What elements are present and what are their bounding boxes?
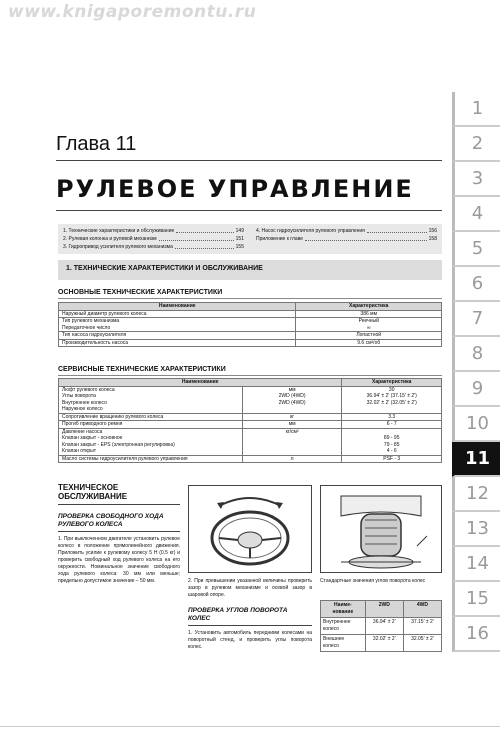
divider xyxy=(58,375,442,376)
toc-dots xyxy=(176,227,233,233)
chapter-tab-2[interactable]: 2 xyxy=(452,127,500,162)
table-cell: мм 2WD (4WD) 2WD (4WD) xyxy=(242,386,342,413)
table-cell: 30 36.94' ± 2' (37.15' ± 2') 32.02' ± 2' (32.05' ± 2') xyxy=(342,386,442,413)
table-row xyxy=(59,413,442,421)
table-cell: 9.6 см³/об xyxy=(296,339,442,347)
free-play-heading: ПРОВЕРКА СВОБОДНОГО ХОДА РУЛЕВОГО КОЛЕСА xyxy=(58,513,164,528)
table-cell: 32.02' ± 2' xyxy=(365,635,403,652)
toc-entry-page: 156 xyxy=(428,228,437,234)
turn-angles-heading: ПРОВЕРКА УГЛОВ ПОВОРОТА КОЛЕС xyxy=(188,607,288,622)
table-header: 4WD xyxy=(403,601,441,618)
chapter-tab-1[interactable]: 1 xyxy=(452,92,500,127)
chapter-tab-4[interactable]: 4 xyxy=(452,197,500,232)
table-cell: кг xyxy=(242,413,342,421)
toc-entry-label: 1. Технические характеристики и обслуживание xyxy=(63,228,175,234)
watermark: www.knigaporemontu.ru xyxy=(8,2,257,22)
toc-entry-page: 155 xyxy=(235,244,244,250)
chapter-tab-7[interactable]: 7 xyxy=(452,302,500,337)
page-bottom-rule xyxy=(0,726,500,727)
chapter-tab-11[interactable]: 11 xyxy=(452,442,500,477)
maintenance-column xyxy=(58,483,180,585)
table-cell: 386 мм xyxy=(296,310,442,318)
table-row xyxy=(59,455,442,463)
table-row xyxy=(59,428,442,455)
divider xyxy=(56,210,442,211)
divider xyxy=(58,298,442,299)
chapter-tab-12[interactable]: 12 xyxy=(452,477,500,512)
table-header: 2WD xyxy=(365,601,403,618)
basic-specs-heading: ОСНОВНЫЕ ТЕХНИЧЕСКИЕ ХАРАКТЕРИСТИКИ xyxy=(58,289,223,296)
toc-entry xyxy=(256,235,437,243)
table-row xyxy=(321,635,442,652)
chapter-tab-14[interactable]: 14 xyxy=(452,547,500,582)
steering-wheel-figure xyxy=(188,485,312,573)
divider xyxy=(56,160,442,161)
table-cell: Масло системы гидроусилителя рулевого управления xyxy=(59,455,243,463)
table-cell: Давление насоса Клапан закрыт - основное Клапан закрыт - EPS (электронная регулировка) Клапан открыт xyxy=(59,428,243,455)
chapter-tabs xyxy=(452,92,500,652)
chapter-tab-5[interactable]: 5 xyxy=(452,232,500,267)
table-header: Характеристика xyxy=(296,303,442,311)
toc-entry-label: 2. Рулевая колонка и рулевой механизм xyxy=(63,236,157,242)
table-cell: Производительность насоса xyxy=(59,339,296,347)
chapter-tab-8[interactable]: 8 xyxy=(452,337,500,372)
table-row xyxy=(59,318,442,332)
middle-column xyxy=(188,578,312,651)
table-cell: Лопастной xyxy=(296,332,442,340)
table-cell: мм xyxy=(242,421,342,429)
toc-dots xyxy=(175,243,234,249)
section-title: 1. ТЕХНИЧЕСКИЕ ХАРАКТЕРИСТИКИ И ОБСЛУЖИВАНИЕ xyxy=(58,260,442,280)
wheel-on-turntable-icon xyxy=(321,486,441,572)
chapter-tab-15[interactable]: 15 xyxy=(452,582,500,617)
page-title: РУЛЕВОЕ УПРАВЛЕНИЕ xyxy=(56,175,414,203)
table-header: Наименование xyxy=(59,379,342,387)
table-cell: Внутреннее колесо xyxy=(321,618,366,635)
chapter-tab-6[interactable]: 6 xyxy=(452,267,500,302)
table-of-contents xyxy=(58,224,442,254)
toc-right-column xyxy=(256,227,437,251)
table-cell: 36.94' ± 2' xyxy=(365,618,403,635)
table-header: Наиме- нование xyxy=(321,601,366,618)
free-play-text: 1. При выключенном двигателе установить рулевое колесо в положение прямолинейного движения. Приложить усилие к рулевому колесу 5 Н (0.5 кг) и проверить свободный ход рулевого колеса на его окружности. Номинальное значение свободного хода рулевого колеса: 30 мм или меньше; предельно допустимое значение – 50 мм. xyxy=(58,536,180,584)
toc-entry-label: 3. Гидропривод усилителя рулевого механизма xyxy=(63,244,173,250)
toc-entry xyxy=(63,243,244,251)
table-row xyxy=(59,339,442,347)
chapter-tab-10[interactable]: 10 xyxy=(452,407,500,442)
steering-wheel-icon xyxy=(189,486,311,572)
table-cell: 32.05' ± 2' xyxy=(403,635,441,652)
service-specs-table xyxy=(58,378,442,463)
table-cell: Наружный диаметр рулевого колеса xyxy=(59,310,296,318)
toc-entry xyxy=(63,227,244,235)
table-cell: 37.15' ± 2' xyxy=(403,618,441,635)
table-cell: Прогиб приводного ремня xyxy=(59,421,243,429)
toc-entry xyxy=(63,235,244,243)
table-cell: Реечный ∞ xyxy=(296,318,442,332)
chapter-tab-13[interactable]: 13 xyxy=(452,512,500,547)
table-cell: Сопротивление вращению рулевого колеса xyxy=(59,413,243,421)
table-cell: л xyxy=(242,455,342,463)
toc-entry-page: 158 xyxy=(428,236,437,242)
right-column xyxy=(320,578,442,585)
chapter-label: Глава 11 xyxy=(56,133,137,155)
table-row xyxy=(59,421,442,429)
toc-entry xyxy=(256,227,437,235)
table-cell: Люфт рулевого колеса Углы поворота Внутреннее колесо Наружное колесо xyxy=(59,386,243,413)
step2-text: 2. При превышении указанной величины проверить зазор в рулевом механизме и осевой зазор в шаровой опоре. xyxy=(188,578,312,598)
chapter-tab-3[interactable]: 3 xyxy=(452,162,500,197)
table-cell: 3.3 xyxy=(342,413,442,421)
wheel-turntable-figure xyxy=(320,485,442,573)
table-header: Характеристика xyxy=(342,379,442,387)
standard-angles-text: Стандартные значения углов поворота колес xyxy=(320,578,426,584)
toc-left-column xyxy=(63,227,244,251)
toc-dots xyxy=(305,235,427,241)
table-row xyxy=(59,386,442,413)
toc-dots xyxy=(367,227,427,233)
table-row xyxy=(59,310,442,318)
table-header: Наименование xyxy=(59,303,296,311)
table-cell: кг/см² xyxy=(242,428,342,455)
table-row xyxy=(59,332,442,340)
basic-specs-table xyxy=(58,302,442,347)
toc-dots xyxy=(159,235,234,241)
turn-angles-table xyxy=(320,600,442,652)
table-cell: PSF - 3 xyxy=(342,455,442,463)
chapter-tab-9[interactable]: 9 xyxy=(452,372,500,407)
turn-angles-text: 1. Установить автомобиль передними колесами на поворотный стенд, и проверить углы поворота колес. xyxy=(188,630,312,650)
toc-entry-page: 149 xyxy=(235,228,244,234)
table-cell: Тип рулевого механизма Передаточное число xyxy=(59,318,296,332)
toc-entry-page: 151 xyxy=(235,236,244,242)
table-cell: Внешнее колесо xyxy=(321,635,366,652)
toc-entry-label: Приложение к главе xyxy=(256,236,304,242)
service-specs-heading: СЕРВИСНЫЕ ТЕХНИЧЕСКИЕ ХАРАКТЕРИСТИКИ xyxy=(58,366,226,373)
maintenance-heading: ТЕХНИЧЕСКОЕ ОБСЛУЖИВАНИЕ xyxy=(58,483,128,501)
table-cell: 89 - 95 79 - 85 4 - 6 xyxy=(342,428,442,455)
table-cell: Тип насоса гидроусилителя xyxy=(59,332,296,340)
table-row xyxy=(321,618,442,635)
chapter-tab-16[interactable]: 16 xyxy=(452,617,500,652)
table-cell: 6 - 7 xyxy=(342,421,442,429)
toc-entry-label: 4. Насос гидроусилителя рулевого управления xyxy=(256,228,365,234)
